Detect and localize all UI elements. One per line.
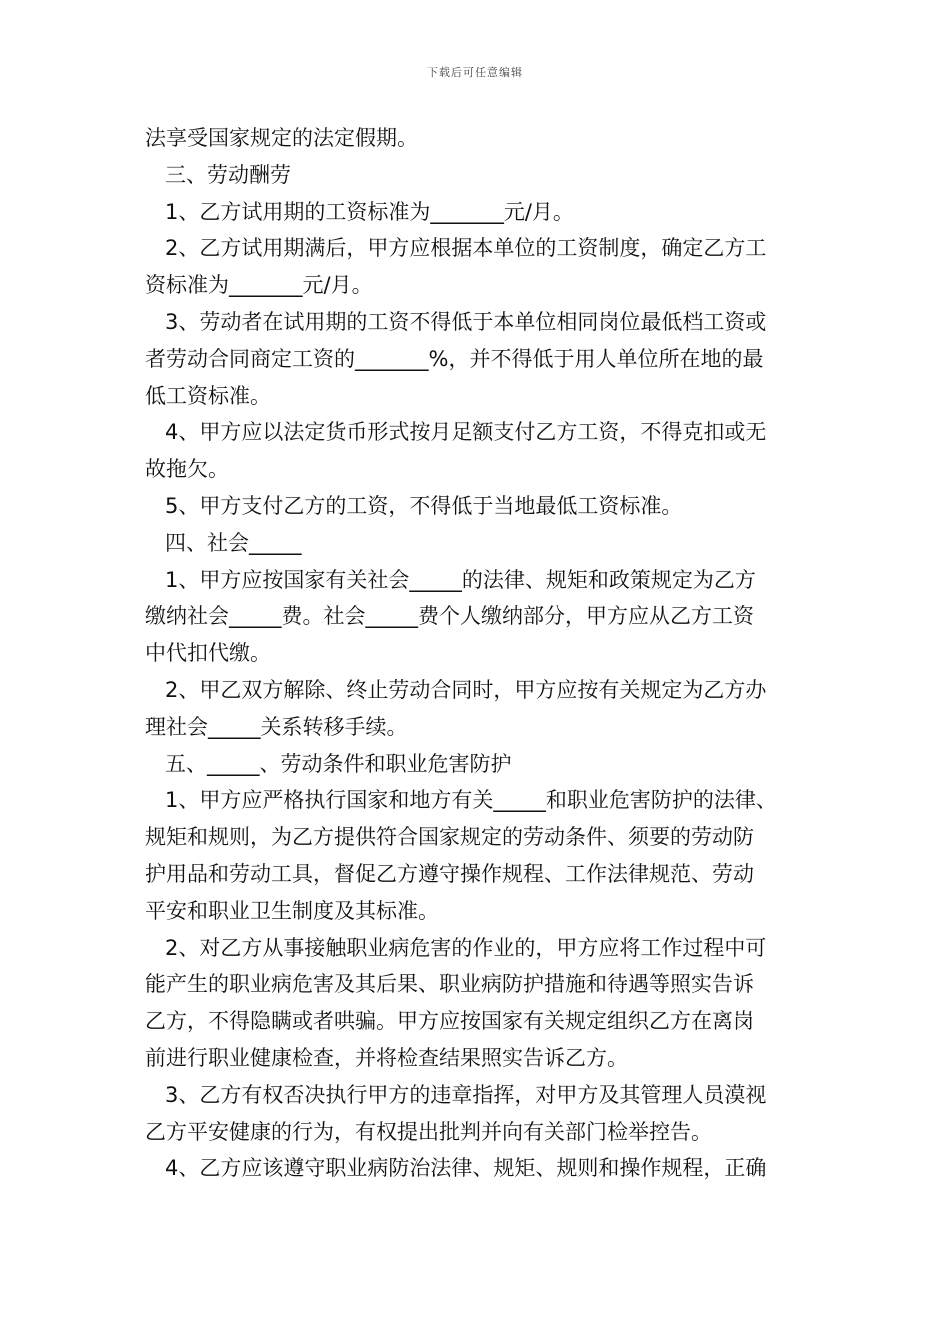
text-line: 者劳动合同商定工资的_______%，并不得低于用人单位所在地的最 [145, 346, 764, 371]
text-line: 缴纳社会_____费。社会_____费个人缴纳部分，甲方应从乙方工资 [145, 604, 754, 629]
text-line: 低工资标准。 [145, 383, 271, 408]
text-line: 2、甲乙双方解除、终止劳动合同时，甲方应按有关规定为乙方办 [165, 677, 767, 702]
text-line: 三、劳动酬劳 [165, 162, 291, 187]
text-line: 故拖欠。 [145, 457, 229, 482]
text-line: 5、甲方支付乙方的工资，不得低于当地最低工资标准。 [165, 493, 683, 518]
document-body [145, 120, 810, 1187]
text-line: 3、劳动者在试用期的工资不得低于本单位相同岗位最低档工资或 [165, 309, 767, 334]
text-line: 资标准为_______元/月。 [145, 273, 373, 298]
text-line: 1、乙方试用期的工资标准为_______元/月。 [165, 199, 574, 224]
text-line: 五、_____、劳动条件和职业危害防护 [165, 751, 512, 776]
text-line: 规矩和规则，为乙方提供符合国家规定的劳动条件、须要的劳动防 [145, 825, 754, 850]
text-line: 平安和职业卫生制度及其标准。 [145, 898, 439, 923]
text-line: 法享受国家规定的法定假期。 [145, 126, 418, 150]
text-line: 理社会_____关系转移手续。 [145, 714, 408, 739]
text-line: 2、对乙方从事接触职业病危害的作业的，甲方应将工作过程中可 [165, 935, 767, 960]
text-line: 4、甲方应以法定货币形式按月足额支付乙方工资，不得克扣或无 [165, 420, 767, 445]
text-line: 能产生的职业病危害及其后果、职业病防护措施和待遇等照实告诉 [145, 972, 754, 997]
text-line: 1、甲方应严格执行国家和地方有关_____和职业危害防护的法律、 [165, 788, 777, 813]
text-line: 3、乙方有权否决执行甲方的违章指挥，对甲方及其管理人员漠视 [165, 1082, 767, 1107]
text-line: 2、乙方试用期满后，甲方应根据本单位的工资制度，确定乙方工 [165, 236, 767, 261]
text-line: 四、社会_____ [165, 530, 302, 555]
text-line: 乙方平安健康的行为，有权提出批判并向有关部门检举控告。 [145, 1119, 712, 1144]
text-line: 1、甲方应按国家有关社会_____的法律、规矩和政策规定为乙方 [165, 567, 756, 592]
text-line: 前进行职业健康检查，并将检查结果照实告诉乙方。 [145, 1045, 628, 1070]
text-line: 4、乙方应该遵守职业病防治法律、规矩、规则和操作规程，正确 [165, 1156, 767, 1181]
page-header: 下载后可任意编辑 [427, 66, 523, 79]
text-line: 护用品和劳动工具，督促乙方遵守操作规程、工作法律规范、劳动 [145, 861, 754, 886]
text-line: 乙方，不得隐瞒或者哄骗。甲方应按国家有关规定组织乙方在离岗 [145, 1009, 754, 1034]
text-line: 中代扣代缴。 [145, 641, 271, 666]
